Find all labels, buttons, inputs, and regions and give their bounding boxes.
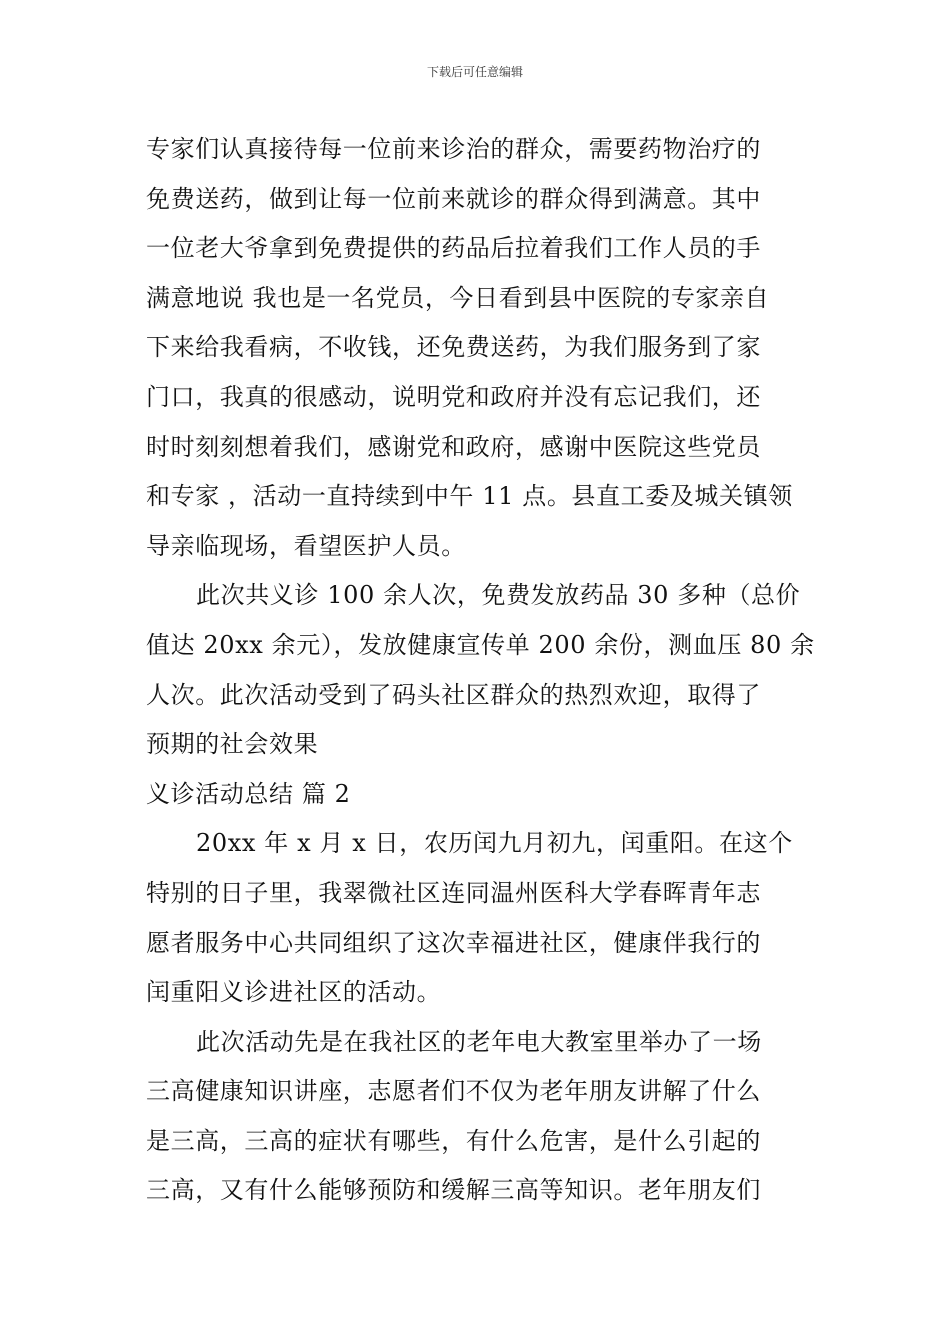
- paragraph-first-line: 此次活动先是在我社区的老年电大教室里举办了一场: [196, 1027, 762, 1056]
- paragraph-first-line: 此次共义诊 100 余人次，免费发放药品 30 多种（总价: [196, 581, 801, 610]
- section-heading: 义诊活动总结 篇 2: [146, 779, 351, 808]
- text-line: 下来给我看病，不收钱，还免费送药，为我们服务到了家: [146, 333, 761, 362]
- text-line: 是三高，三高的症状有哪些，有什么危害，是什么引起的: [146, 1126, 761, 1155]
- text-line: 值达 20xx 余元），发放健康宣传单 200 余份，测血压 80 余: [146, 630, 815, 659]
- text-line: 愿者服务中心共同组织了这次幸福进社区，健康伴我行的: [146, 928, 761, 957]
- text-line: 人次。此次活动受到了码头社区群众的热烈欢迎，取得了: [146, 680, 761, 709]
- text-line: 一位老大爷拿到免费提供的药品后拉着我们工作人员的手: [146, 234, 761, 263]
- text-line: 免费送药，做到让每一位前来就诊的群众得到满意。其中: [146, 184, 761, 213]
- text-line: 三高，又有什么能够预防和缓解三高等知识。老年朋友们: [146, 1176, 761, 1205]
- text-line: 导亲临现场，看望医护人员。: [146, 531, 466, 560]
- paragraph-first-line: 20xx 年 x 月 x 日，农历闰九月初九，闰重阳。在这个: [196, 829, 793, 858]
- document-body: [146, 125, 815, 1216]
- text-line: 预期的社会效果: [146, 730, 319, 759]
- text-line: 三高健康知识讲座，志愿者们不仅为老年朋友讲解了什么: [146, 1077, 761, 1106]
- text-line: 门口，我真的很感动，说明党和政府并没有忘记我们，还: [146, 382, 761, 411]
- text-line: 时时刻刻想着我们，感谢党和政府，感谢中医院这些党员: [146, 432, 761, 461]
- text-line: 满意地说 我也是一名党员，今日看到县中医院的专家亲自: [146, 283, 770, 312]
- text-line: 特别的日子里，我翠微社区连同温州医科大学春晖青年志: [146, 878, 761, 907]
- text-line: 闰重阳义诊进社区的活动。: [146, 978, 442, 1007]
- text-line: 专家们认真接待每一位前来诊治的群众，需要药物治疗的: [146, 135, 761, 163]
- text-line: 和专家 ，活动一直持续到中午 11 点。县直工委及城关镇领: [146, 482, 793, 511]
- page-header: 下载后可任意编辑: [426, 65, 523, 79]
